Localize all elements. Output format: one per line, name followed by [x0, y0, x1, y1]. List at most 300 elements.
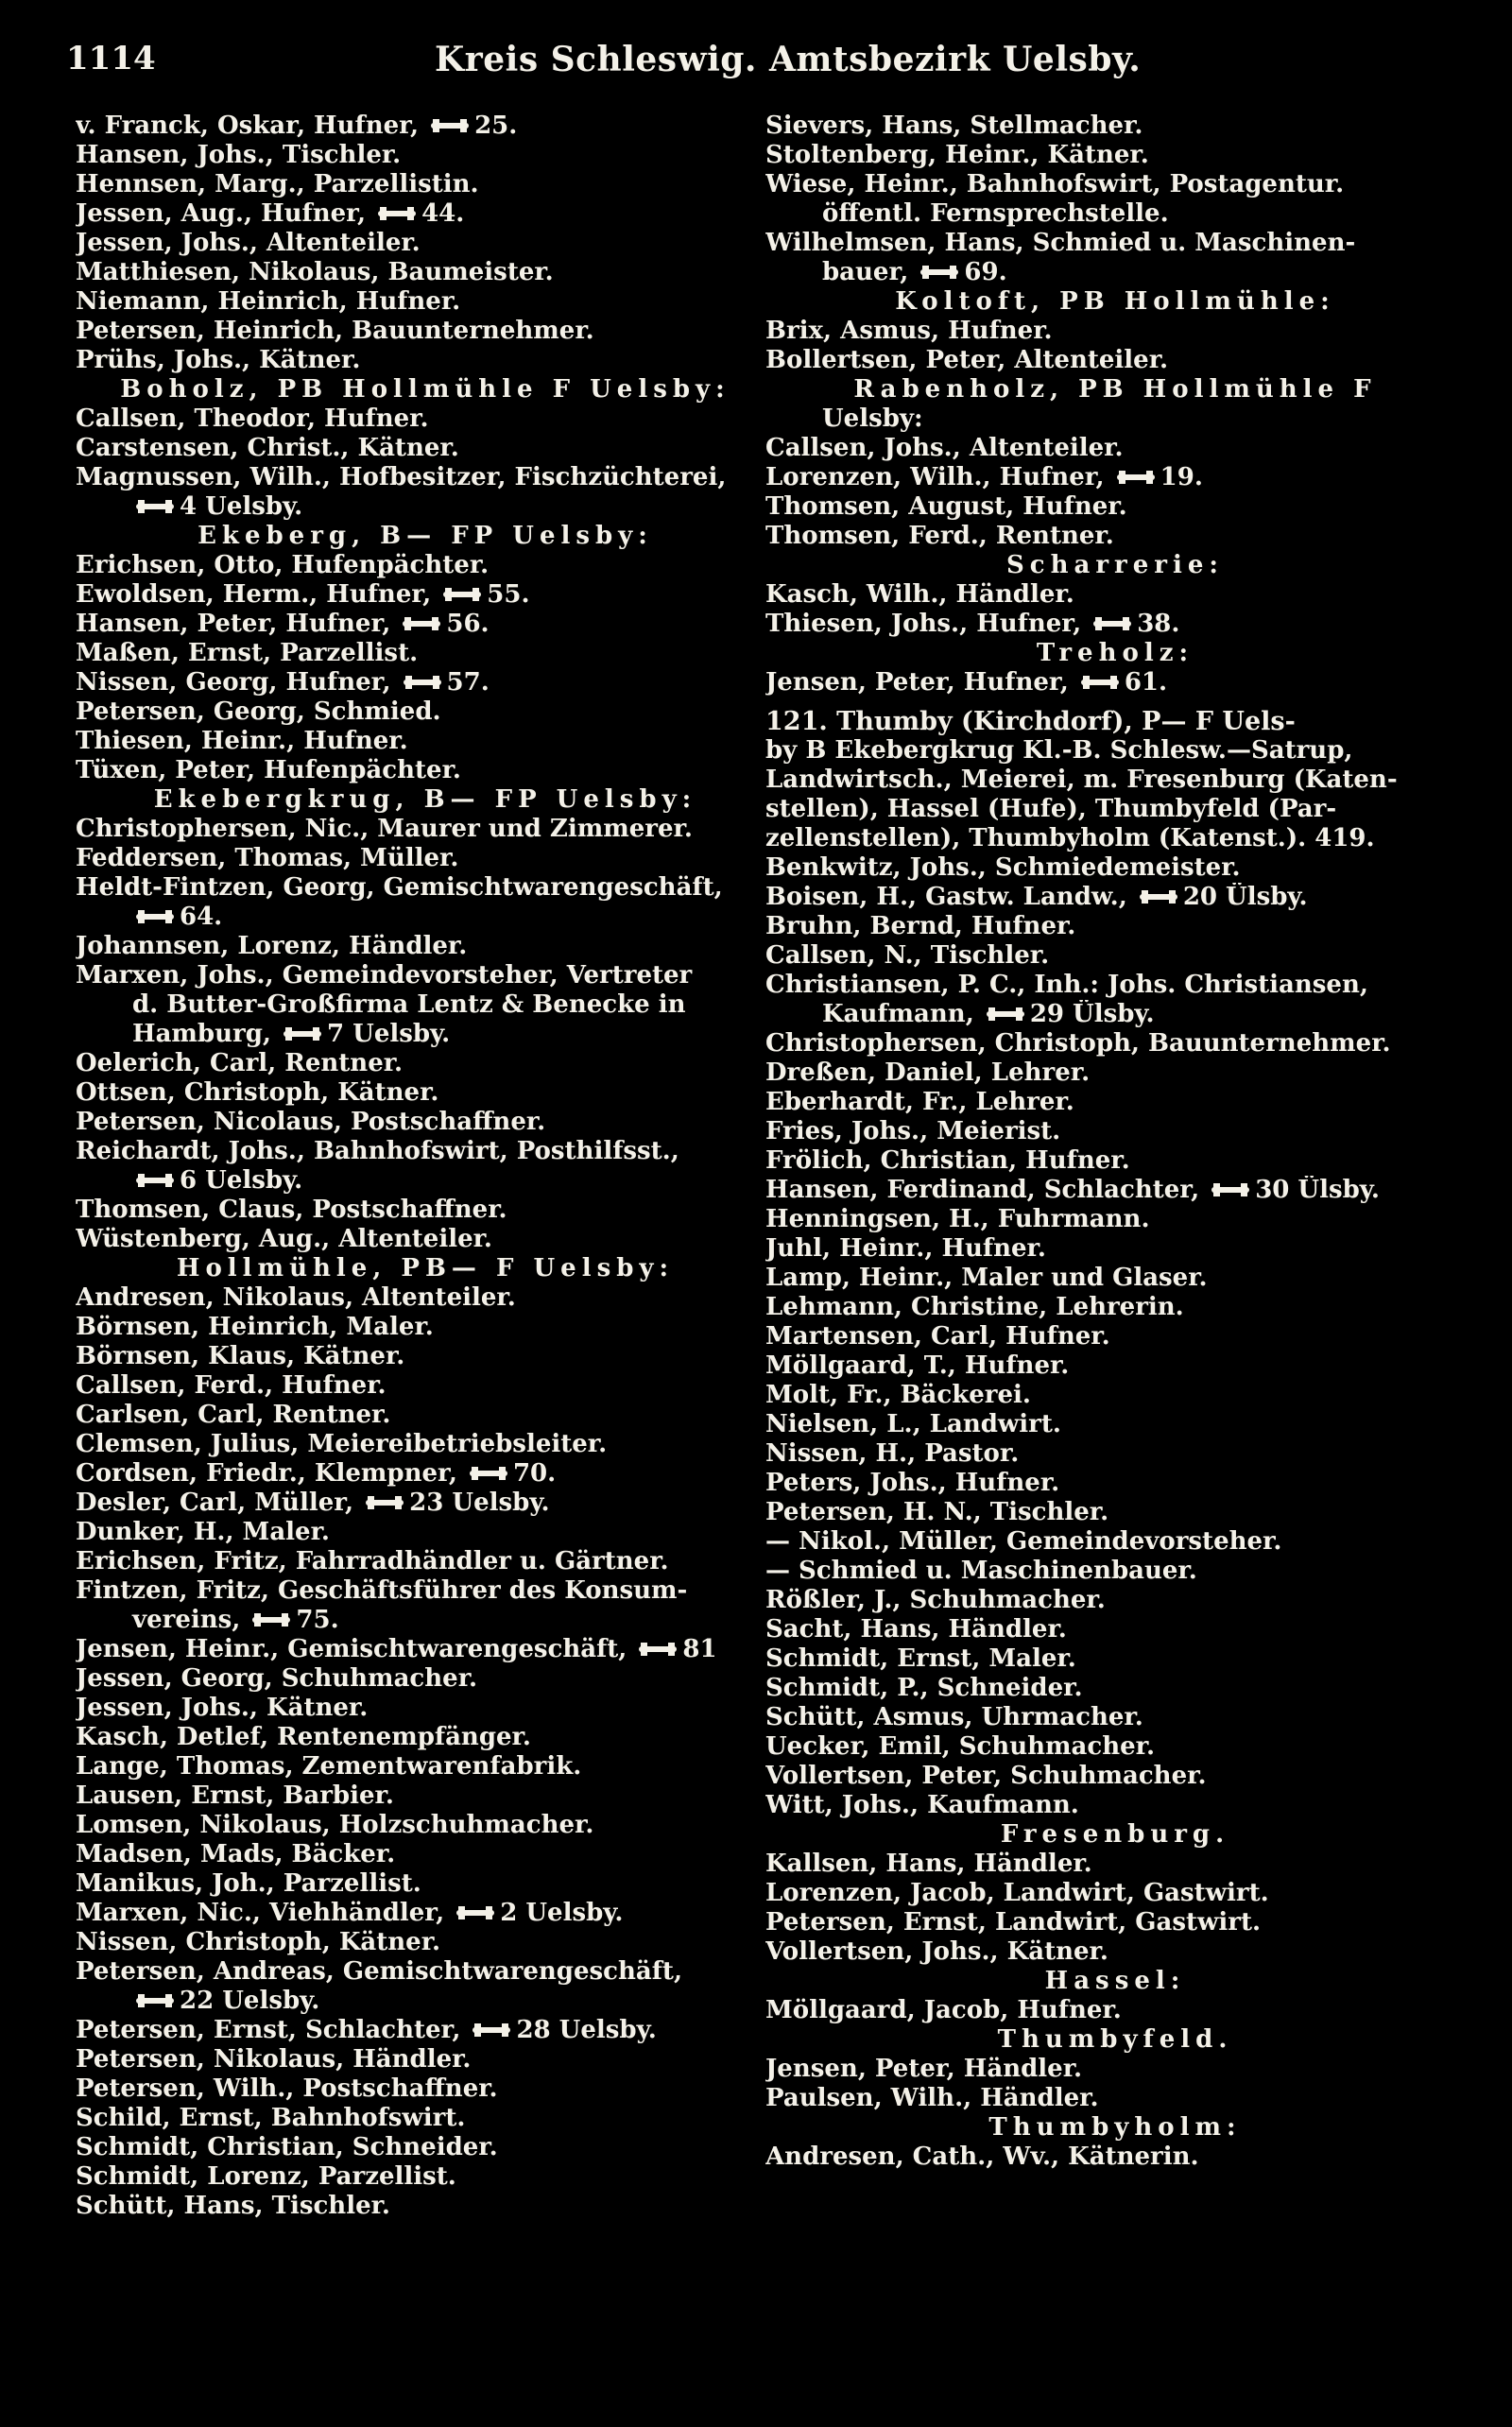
directory-entry: [76, 1752, 775, 1782]
entry-text: Landwirtsch., Meierei, m. Fresenburg (Katen-: [765, 766, 1398, 794]
directory-entry: [76, 1137, 775, 1166]
directory-entry: [765, 1674, 1465, 1703]
directory-entry: [76, 1342, 775, 1371]
directory-entry: [76, 932, 775, 961]
directory-entry: [765, 1205, 1465, 1234]
entry-text: Ekebergkrug, B— FP Uelsby:: [153, 785, 697, 814]
entry-text: Manikus, Joh., Parzellist.: [76, 1869, 421, 1898]
directory-entry: [765, 1088, 1465, 1117]
entry-text: Jensen, Heinr., Gemischtwarengeschäft,: [76, 1635, 636, 1663]
section-heading: [765, 2025, 1465, 2055]
directory-entry: [765, 1176, 1465, 1205]
directory-entry: [765, 971, 1465, 1000]
telephone-icon: [284, 1027, 321, 1041]
directory-entry: [765, 199, 1465, 229]
entry-text: Thomsen, August, Hufner.: [765, 492, 1127, 521]
phone-number: 23 Uelsby.: [409, 1489, 550, 1517]
entry-text: Benkwitz, Johs., Schmiedemeister.: [765, 853, 1241, 882]
telephone-icon: [136, 910, 174, 923]
telephone-icon: [366, 1496, 404, 1509]
directory-entry: [76, 610, 775, 639]
directory-entry: [765, 1234, 1465, 1264]
directory-entry: [76, 2133, 775, 2162]
directory-entry: [76, 1078, 775, 1108]
directory-entry: [76, 1049, 775, 1078]
entry-text: Sacht, Hans, Händler.: [765, 1615, 1067, 1644]
entry-text: Martensen, Carl, Hufner.: [765, 1322, 1110, 1351]
entry-text: Jessen, Johs., Altenteiler.: [76, 229, 421, 257]
entry-text: Hassel:: [1044, 1967, 1186, 1995]
entry-text: Lomsen, Nikolaus, Holzschuhmacher.: [76, 1811, 594, 1839]
entry-text: Treholz:: [1036, 639, 1194, 667]
entry-text: Heldt-Fintzen, Georg, Gemischtwarengeschäft,: [76, 873, 723, 902]
directory-entry: [76, 1957, 775, 1987]
directory-entry: [765, 346, 1465, 375]
directory-entry: [76, 1723, 775, 1752]
directory-entry: [76, 199, 775, 229]
directory-entry: [76, 1401, 775, 1430]
phone-number: 25.: [474, 112, 518, 140]
section-heading: [765, 639, 1465, 668]
entry-text: Boholz, PB Hollmühle F Uelsby:: [120, 375, 730, 404]
directory-entry: [76, 1313, 775, 1342]
phone-number: 57.: [446, 668, 490, 697]
directory-entry: [765, 1644, 1465, 1674]
directory-entry: [765, 1557, 1465, 1586]
phone-number: 69.: [964, 258, 1007, 286]
entry-text: Petersen, Andreas, Gemischtwarengeschäft,: [76, 1957, 682, 1986]
phone-number: 61.: [1124, 668, 1168, 697]
directory-entry: [765, 1879, 1465, 1908]
directory-entry: [765, 736, 1465, 766]
entry-text: Thumbyholm:: [988, 2113, 1242, 2142]
directory-entry: [76, 1606, 775, 1635]
entry-text: Lehmann, Christine, Lehrerin.: [765, 1293, 1184, 1321]
directory-entry: [76, 1283, 775, 1313]
entry-text: Christiansen, P. C., Inh.: Johs. Christiansen,: [765, 971, 1368, 999]
directory-entry: [76, 112, 775, 141]
phone-number: 20 Ülsby.: [1182, 883, 1308, 911]
entry-text: Erichsen, Fritz, Fahrradhändler u. Gärtner.: [76, 1547, 669, 1575]
section-heading: [765, 1967, 1465, 1996]
phone-number: 28 Uelsby.: [516, 2016, 657, 2044]
phone-number: 2 Uelsby.: [500, 1899, 624, 1927]
entry-text: Reichardt, Johs., Bahnhofswirt, Posthilfsst.,: [76, 1137, 679, 1165]
phone-number: 70.: [512, 1459, 557, 1488]
directory-entry: [76, 1782, 775, 1811]
directory-entry: [76, 1576, 775, 1606]
directory-entry: [76, 551, 775, 580]
directory-entry: [765, 141, 1465, 170]
left-column: [76, 112, 775, 2221]
phone-number: 56.: [446, 610, 490, 638]
telephone-icon: [472, 2023, 510, 2037]
directory-entry: [765, 1000, 1465, 1029]
directory-entry: [765, 1381, 1465, 1410]
directory-entry: [765, 1410, 1465, 1439]
directory-entry: [765, 610, 1465, 639]
directory-entry: [76, 492, 775, 522]
directory-entry: [76, 815, 775, 844]
entry-text: Wiese, Heinr., Bahnhofswirt, Postagentur.: [765, 170, 1345, 198]
phone-number: 29 Ülsby.: [1029, 1000, 1155, 1028]
entry-text: Erichsen, Otto, Hufenpächter.: [76, 551, 490, 579]
entry-text: Bollertsen, Peter, Altenteiler.: [765, 346, 1169, 374]
directory-entry: [76, 1840, 775, 1869]
entry-text: Witt, Johs., Kaufmann.: [765, 1791, 1079, 1819]
telephone-icon: [1211, 1183, 1249, 1196]
telephone-icon: [987, 1007, 1024, 1021]
entry-text: Molt, Fr., Bäckerei.: [765, 1381, 1031, 1409]
directory-entry: [765, 1615, 1465, 1644]
directory-entry: [765, 1322, 1465, 1351]
phone-number: 7 Uelsby.: [327, 1020, 451, 1048]
directory-entry: [76, 1899, 775, 1928]
entry-text: Hollmühle, PB— F Uelsby:: [176, 1254, 675, 1282]
directory-entry: [765, 2143, 1465, 2172]
entry-text: Johannsen, Lorenz, Händler.: [76, 932, 468, 960]
telephone-icon: [639, 1643, 677, 1656]
directory-entry: [76, 1547, 775, 1576]
entry-text: Matthiesen, Nikolaus, Baumeister.: [76, 258, 554, 286]
entry-text: d. Butter-Großfirma Lentz & Benecke in: [132, 990, 686, 1019]
entry-text: Koltoft, PB Hollmühle:: [895, 287, 1335, 316]
telephone-icon: [920, 266, 958, 279]
entry-text: — Nikol., Müller, Gemeindevorsteher.: [765, 1527, 1282, 1556]
directory-entry: [76, 2162, 775, 2192]
directory-entry: [76, 2074, 775, 2104]
directory-entry: [76, 404, 775, 434]
directory-entry: [76, 1459, 775, 1489]
directory-entry: [765, 1850, 1465, 1879]
telephone-icon: [443, 588, 481, 601]
directory-entry: [765, 766, 1465, 795]
entry-text: Andresen, Cath., Wv., Kätnerin.: [765, 2143, 1199, 2171]
directory-entry: [765, 1527, 1465, 1557]
entry-text: Ekeberg, B— FP Uelsby:: [198, 522, 653, 550]
entry-text: Prühs, Johs., Kätner.: [76, 346, 361, 374]
entry-text: Christophersen, Nic., Maurer und Zimmerer.: [76, 815, 693, 843]
directory-entry: [76, 639, 775, 668]
directory-entry: [765, 1996, 1465, 2025]
directory-entry: [76, 1020, 775, 1049]
directory-entry: [76, 1225, 775, 1254]
phone-number: 30 Ülsby.: [1255, 1176, 1380, 1204]
entry-text: Lamp, Heinr., Maler und Glaser.: [765, 1264, 1208, 1292]
phone-number: 6 Uelsby.: [180, 1166, 303, 1195]
telephone-icon: [404, 676, 441, 689]
entry-text: Petersen, Nicolaus, Postschaffner.: [76, 1108, 546, 1136]
directory-entry: [76, 170, 775, 199]
directory-entry: [76, 2016, 775, 2045]
entry-text: Jessen, Johs., Kätner.: [76, 1694, 369, 1722]
directory-entry: [765, 1293, 1465, 1322]
directory-entry: [765, 707, 1465, 736]
directory-entry: [76, 580, 775, 610]
entry-text: Marxen, Nic., Viehhändler,: [76, 1899, 454, 1927]
phone-number: 4 Uelsby.: [180, 492, 303, 521]
entry-text: Andresen, Nikolaus, Altenteiler.: [76, 1283, 516, 1312]
entry-text: Carstensen, Christ., Kätner.: [76, 434, 459, 462]
entry-text: Cordsen, Friedr., Klempner,: [76, 1459, 466, 1488]
entry-text: Sievers, Hans, Stellmacher.: [765, 112, 1143, 140]
directory-entry: [765, 434, 1465, 463]
directory-entry: [76, 1664, 775, 1694]
entry-text: Ottsen, Christoph, Kätner.: [76, 1078, 439, 1107]
telephone-icon: [456, 1906, 494, 1919]
directory-entry: [765, 1498, 1465, 1527]
entry-text: Nissen, Georg, Hufner,: [76, 668, 400, 697]
directory-entry: [76, 346, 775, 375]
entry-text: 121. Thumby (Kirchdorf), P— F Uels-: [765, 707, 1296, 736]
directory-entry: [76, 1196, 775, 1225]
directory-entry: [76, 1869, 775, 1899]
entry-text: Rößler, J., Schuhmacher.: [765, 1586, 1106, 1614]
directory-entry: [765, 1703, 1465, 1732]
directory-entry: [765, 2055, 1465, 2084]
entry-text: Boisen, H., Gastw. Landw.,: [765, 883, 1136, 911]
entry-text: Hennsen, Marg., Parzellistin.: [76, 170, 479, 198]
entry-text: Jensen, Peter, Hufner,: [765, 668, 1077, 697]
page-header: [66, 40, 1446, 96]
entry-text: vereins,: [132, 1606, 249, 1634]
entry-text: Lange, Thomas, Zementwarenfabrik.: [76, 1752, 582, 1781]
telephone-icon: [470, 1467, 507, 1480]
phone-number: 55.: [487, 580, 530, 609]
directory-entry: [765, 795, 1465, 824]
entry-text: Lausen, Ernst, Barbier.: [76, 1782, 394, 1810]
directory-entry: [765, 1059, 1465, 1088]
telephone-icon: [136, 1994, 174, 2007]
directory-entry: [76, 141, 775, 170]
entry-text: Börnsen, Klaus, Kätner.: [76, 1342, 405, 1370]
directory-entry: [76, 317, 775, 346]
telephone-icon: [1117, 471, 1155, 484]
directory-entry: [76, 990, 775, 1020]
section-heading: [76, 522, 775, 551]
entry-text: Schild, Ernst, Bahnhofswirt.: [76, 2104, 466, 2132]
entry-text: Petersen, Ernst, Landwirt, Gastwirt.: [765, 1908, 1261, 1936]
entry-text: Henningsen, H., Fuhrmann.: [765, 1205, 1150, 1233]
directory-entry: [765, 404, 1465, 434]
entry-text: Lorenzen, Jacob, Landwirt, Gastwirt.: [765, 1879, 1269, 1907]
entry-text: Jessen, Aug., Hufner,: [76, 199, 375, 228]
phone-number: 64.: [180, 903, 223, 931]
telephone-icon: [403, 617, 440, 630]
entry-text: by B Ekebergkrug Kl.-B. Schlesw.—Satrup,: [765, 736, 1353, 765]
directory-entry: [765, 1264, 1465, 1293]
phone-number: 81: [682, 1635, 717, 1663]
directory-entry: [765, 1937, 1465, 1967]
directory-entry: [76, 1108, 775, 1137]
directory-entry: [765, 668, 1465, 697]
entry-text: v. Franck, Oskar, Hufner,: [76, 112, 428, 140]
directory-entry: [765, 1469, 1465, 1498]
entry-text: Fintzen, Fritz, Geschäftsführer des Konsum-: [76, 1576, 688, 1605]
entry-text: Nissen, Christoph, Kätner.: [76, 1928, 441, 1956]
directory-entry: [76, 1811, 775, 1840]
entry-text: Scharrerie:: [1005, 551, 1224, 579]
right-column: [765, 112, 1465, 2172]
entry-text: Thiesen, Heinr., Hufner.: [76, 727, 408, 755]
directory-entry: [765, 1732, 1465, 1762]
directory-entry: [765, 1117, 1465, 1146]
directory-entry: [765, 1146, 1465, 1176]
phone-number: 22 Uelsby.: [180, 1987, 320, 2015]
entry-text: bauer,: [822, 258, 918, 286]
telephone-icon: [136, 1174, 174, 1187]
entry-text: Rabenholz, PB Hollmühle F: [853, 375, 1377, 404]
entry-text: Carlsen, Carl, Rentner.: [76, 1401, 391, 1429]
directory-entry: [765, 170, 1465, 199]
entry-text: stellen), Hassel (Hufe), Thumbyfeld (Par-: [765, 795, 1337, 823]
entry-text: Hansen, Johs., Tischler.: [76, 141, 402, 169]
directory-entry: [765, 941, 1465, 971]
entry-text: Hamburg,: [132, 1020, 280, 1048]
section-heading: [765, 551, 1465, 580]
directory-entry: [76, 903, 775, 932]
entry-text: Lorenzen, Wilh., Hufner,: [765, 463, 1113, 491]
directory-entry: [76, 229, 775, 258]
entry-text: Oelerich, Carl, Rentner.: [76, 1049, 404, 1077]
entry-text: Petersen, Nikolaus, Händler.: [76, 2045, 472, 2074]
directory-entry: [76, 1635, 775, 1664]
entry-text: Möllgaard, Jacob, Hufner.: [765, 1996, 1122, 2024]
entry-text: Callsen, Theodor, Hufner.: [76, 404, 429, 433]
entry-text: Stoltenberg, Heinr., Kätner.: [765, 141, 1149, 169]
directory-entry: [76, 2192, 775, 2221]
directory-entry: [765, 112, 1465, 141]
directory-entry: [765, 883, 1465, 912]
entry-text: Petersen, Georg, Schmied.: [76, 697, 441, 726]
directory-entry: [765, 463, 1465, 492]
entry-text: Dunker, H., Maler.: [76, 1518, 330, 1546]
section-heading: [765, 1820, 1465, 1850]
entry-text: Schütt, Hans, Tischler.: [76, 2192, 390, 2220]
running-title: Kreis Schleswig. Amtsbezirk Uelsby.: [435, 40, 1142, 79]
directory-entry: [765, 492, 1465, 522]
entry-text: Christophersen, Christoph, Bauunternehmer.: [765, 1029, 1391, 1058]
phone-number: 44.: [421, 199, 465, 228]
directory-entry: [765, 1439, 1465, 1469]
directory-entry: [76, 463, 775, 492]
entry-text: Kaufmann,: [822, 1000, 983, 1028]
directory-entry: [765, 522, 1465, 551]
entry-text: Peters, Johs., Hufner.: [765, 1469, 1060, 1497]
entry-text: Bruhn, Bernd, Hufner.: [765, 912, 1076, 940]
directory-entry: [765, 824, 1465, 853]
spacer: [765, 697, 1465, 707]
directory-entry: [76, 697, 775, 727]
entry-text: zellenstellen), Thumbyholm (Katenst.). 419.: [765, 824, 1375, 852]
directory-entry: [76, 2045, 775, 2074]
telephone-icon: [431, 119, 469, 132]
directory-entry: [765, 1351, 1465, 1381]
telephone-icon: [378, 207, 416, 220]
entry-text: Vollertsen, Johs., Kätner.: [765, 1937, 1108, 1966]
phone-number: 19.: [1160, 463, 1203, 491]
entry-text: Schmidt, Lorenz, Parzellist.: [76, 2162, 456, 2191]
directory-entry: [765, 1586, 1465, 1615]
entry-text: Jensen, Peter, Händler.: [765, 2055, 1083, 2083]
entry-text: Wüstenberg, Aug., Altenteiler.: [76, 1225, 492, 1253]
directory-entry: [765, 2084, 1465, 2113]
entry-text: Fresenburg.: [1000, 1820, 1230, 1849]
directory-entry: [765, 853, 1465, 883]
section-heading: [76, 375, 775, 404]
entry-text: Ewoldsen, Herm., Hufner,: [76, 580, 440, 609]
entry-text: Schütt, Asmus, Uhrmacher.: [765, 1703, 1143, 1731]
entry-text: Feddersen, Thomas, Müller.: [76, 844, 459, 872]
directory-entry: [765, 1791, 1465, 1820]
entry-text: Petersen, Ernst, Schlachter,: [76, 2016, 470, 2044]
directory-entry: [76, 1928, 775, 1957]
directory-entry: [76, 1166, 775, 1196]
directory-entry: [76, 287, 775, 317]
entry-text: Nissen, H., Pastor.: [765, 1439, 1020, 1468]
directory-entry: [76, 434, 775, 463]
directory-entry: [76, 844, 775, 873]
phone-number: 75.: [296, 1606, 339, 1634]
entry-text: Petersen, H. N., Tischler.: [765, 1498, 1109, 1526]
telephone-icon: [252, 1613, 290, 1627]
directory-entry: [76, 756, 775, 785]
entry-text: Brix, Asmus, Hufner.: [765, 317, 1053, 345]
telephone-icon: [1081, 676, 1119, 689]
section-heading: [76, 1254, 775, 1283]
directory-entry: [76, 668, 775, 697]
directory-entry: [76, 1987, 775, 2016]
section-heading: [76, 785, 775, 815]
directory-entry: [76, 1489, 775, 1518]
entry-text: Maßen, Ernst, Parzellist.: [76, 639, 419, 667]
entry-text: Paulsen, Wilh., Händler.: [765, 2084, 1099, 2112]
entry-text: Hansen, Ferdinand, Schlachter,: [765, 1176, 1209, 1204]
entry-text: Tüxen, Peter, Hufenpächter.: [76, 756, 461, 784]
entry-text: Börnsen, Heinrich, Maler.: [76, 1313, 434, 1341]
entry-text: Clemsen, Julius, Meiereibetriebsleiter.: [76, 1430, 608, 1458]
entry-text: Niemann, Heinrich, Hufner.: [76, 287, 461, 316]
entry-text: Madsen, Mads, Bäcker.: [76, 1840, 396, 1868]
entry-text: Marxen, Johs., Gemeindevorsteher, Vertreter: [76, 961, 693, 990]
entry-text: Hansen, Peter, Hufner,: [76, 610, 400, 638]
entry-text: Wilhelmsen, Hans, Schmied u. Maschinen-: [765, 229, 1356, 257]
entry-text: Thiesen, Johs., Hufner,: [765, 610, 1091, 638]
entry-text: Nielsen, L., Landwirt.: [765, 1410, 1061, 1438]
directory-entry: [76, 258, 775, 287]
entry-text: Callsen, Ferd., Hufner.: [76, 1371, 387, 1400]
entry-text: Desler, Carl, Müller,: [76, 1489, 363, 1517]
entry-text: Eberhardt, Fr., Lehrer.: [765, 1088, 1074, 1116]
entry-text: Jessen, Georg, Schuhmacher.: [76, 1664, 478, 1693]
entry-text: Fries, Johs., Meierist.: [765, 1117, 1061, 1145]
entry-text: Dreßen, Daniel, Lehrer.: [765, 1059, 1091, 1087]
entry-text: Uelsby:: [822, 404, 923, 433]
directory-entry: [76, 2104, 775, 2133]
entry-text: Kasch, Detlef, Rentenempfänger.: [76, 1723, 531, 1751]
directory-entry: [76, 961, 775, 990]
directory-entry: [76, 1430, 775, 1459]
entry-text: Thomsen, Claus, Postschaffner.: [76, 1196, 507, 1224]
entry-text: Möllgaard, T., Hufner.: [765, 1351, 1070, 1380]
directory-entry: [765, 1762, 1465, 1791]
entry-text: Vollertsen, Peter, Schuhmacher.: [765, 1762, 1207, 1790]
entry-text: Magnussen, Wilh., Hofbesitzer, Fischzüchterei,: [76, 463, 727, 491]
telephone-icon: [136, 500, 174, 513]
phone-number: 38.: [1137, 610, 1180, 638]
section-heading: [765, 287, 1465, 317]
entry-text: Thumbyfeld.: [997, 2025, 1233, 2054]
